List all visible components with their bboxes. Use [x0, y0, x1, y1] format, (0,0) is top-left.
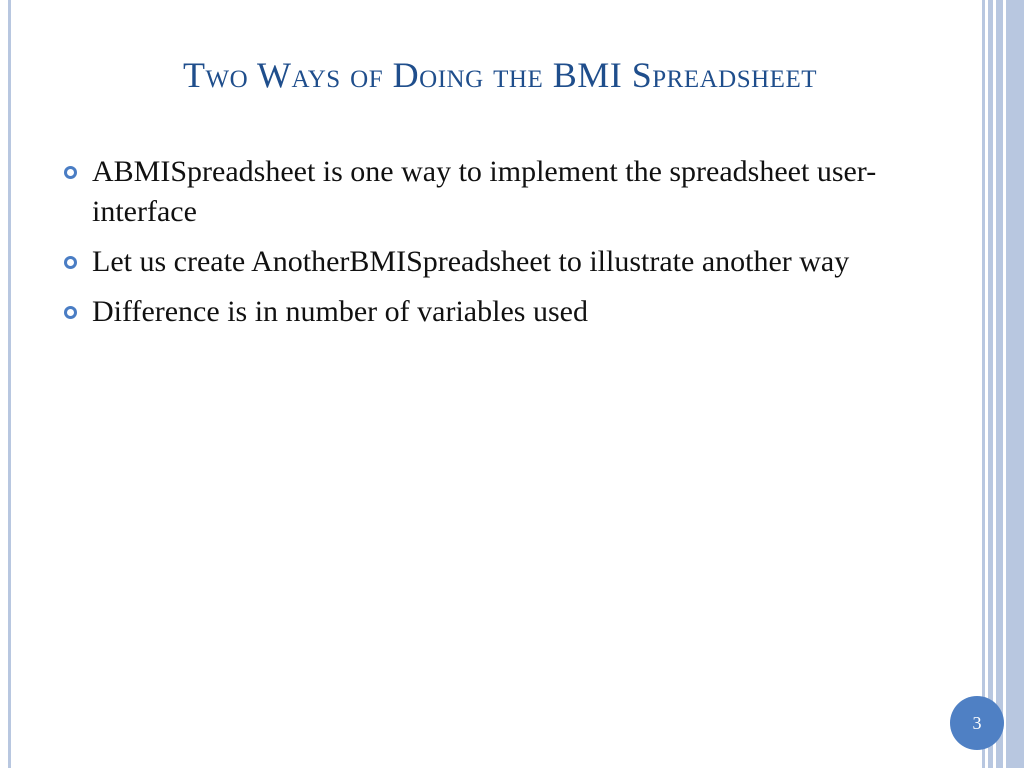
bullet-item — [64, 152, 944, 232]
right-stripe-3 — [996, 0, 1003, 768]
ring-bullet-icon — [64, 166, 77, 179]
bullet-text: Difference is in number of variables used — [92, 295, 588, 328]
bullet-text: Let us create AnotherBMISpreadsheet to illustrate another way — [92, 245, 850, 278]
page-number-badge — [950, 696, 1004, 750]
right-stripe-2 — [988, 0, 993, 768]
page-number: 3 — [972, 712, 982, 733]
bullet-item — [64, 292, 944, 332]
bullet-list — [64, 152, 944, 342]
ring-bullet-icon — [64, 306, 77, 319]
right-stripe-4 — [1006, 0, 1024, 768]
bullet-item — [64, 242, 944, 282]
bullet-text: ABMISpreadsheet is one way to implement the spreadsheet user-interface — [92, 155, 877, 228]
left-border-rule — [8, 0, 11, 768]
right-stripe-1 — [982, 0, 985, 768]
slide-title: Two Ways of Doing the BMI Spreadsheet — [183, 55, 817, 95]
ring-bullet-icon — [64, 256, 77, 269]
